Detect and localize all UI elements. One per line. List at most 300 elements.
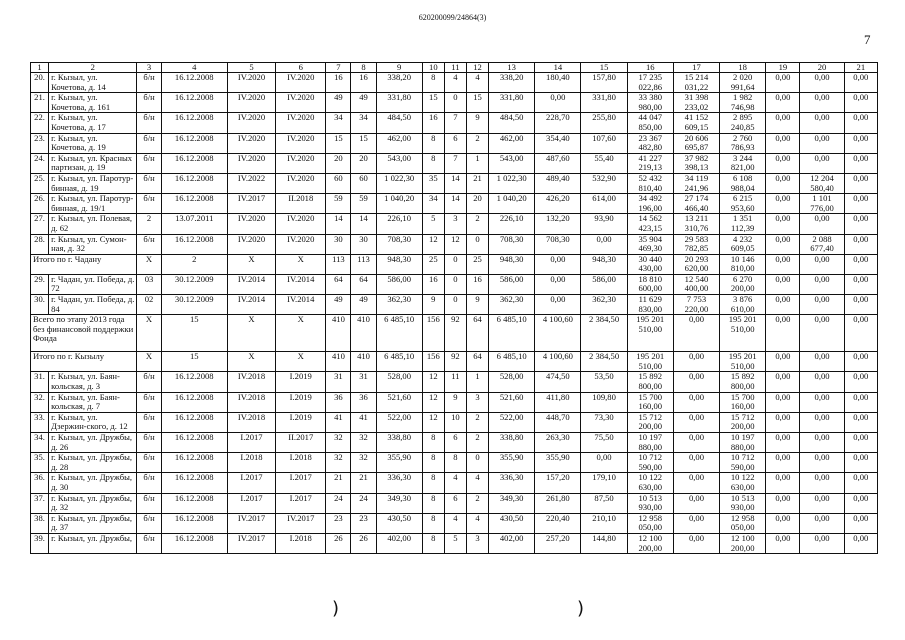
- table-cell: 27.: [31, 214, 49, 234]
- table-cell: IV.2017: [227, 533, 275, 553]
- table-cell: б/н: [137, 73, 161, 93]
- table-cell: 0,00: [800, 533, 844, 553]
- table-cell: 20 606 695,87: [673, 133, 719, 153]
- table-row: [31, 133, 878, 153]
- address-cell: г. Чадан, ул. Победа, д. 84: [49, 295, 137, 315]
- address-cell: г. Кызыл, ул. Дружбы,: [49, 533, 137, 553]
- table-cell: 107,60: [581, 133, 627, 153]
- table-cell: 0,00: [844, 315, 877, 352]
- table-cell: 0,00: [844, 295, 877, 315]
- table-cell: 34.: [31, 433, 49, 453]
- table-cell: 708,30: [376, 234, 422, 254]
- table-cell: б/н: [137, 513, 161, 533]
- table-row: [31, 412, 878, 432]
- table-cell: 0,00: [673, 412, 719, 432]
- table-cell: 484,50: [489, 113, 535, 133]
- column-number: 4: [161, 63, 227, 73]
- table-cell: 0,00: [581, 453, 627, 473]
- table-cell: 34 492 196,00: [627, 194, 673, 214]
- table-cell: 489,40: [535, 173, 581, 193]
- table-cell: 0,00: [844, 73, 877, 93]
- table-cell: 263,30: [535, 433, 581, 453]
- table-cell: 4: [466, 73, 488, 93]
- table-cell: 331,80: [376, 93, 422, 113]
- table-cell: 31: [326, 372, 351, 392]
- table-cell: 0,00: [581, 234, 627, 254]
- table-cell: 1: [466, 372, 488, 392]
- table-row: [31, 274, 878, 294]
- address-cell: г. Кызыл, ул. Полевая, д. 62: [49, 214, 137, 234]
- table-cell: 10 712 590,00: [720, 453, 766, 473]
- table-cell: б/н: [137, 473, 161, 493]
- table-cell: 44 047 850,00: [627, 113, 673, 133]
- table-cell: 20: [326, 153, 351, 173]
- column-number: 8: [351, 63, 376, 73]
- table-cell: 21.: [31, 93, 49, 113]
- table-cell: 12 204 580,40: [800, 173, 844, 193]
- table-cell: 0,00: [673, 513, 719, 533]
- table-cell: 16.12.2008: [161, 133, 227, 153]
- table-cell: 29 583 782,85: [673, 234, 719, 254]
- table-cell: 34: [422, 194, 444, 214]
- table-cell: 37 982 398,13: [673, 153, 719, 173]
- address-cell: г. Кызыл, ул. Красных партизан, д. 19: [49, 153, 137, 173]
- table-cell: X: [227, 352, 275, 372]
- address-cell: г. Кызыл, ул. Баян-кольская, д. 7: [49, 392, 137, 412]
- table-cell: 12 100 200,00: [720, 533, 766, 553]
- table-cell: 3: [466, 533, 488, 553]
- table-cell: 87,50: [581, 493, 627, 513]
- table-cell: 32: [326, 453, 351, 473]
- table-cell: 32: [351, 453, 376, 473]
- table-cell: 0,00: [844, 392, 877, 412]
- table-cell: 15 712 200,00: [627, 412, 673, 432]
- table-cell: II.2017: [276, 433, 326, 453]
- table-cell: 15: [466, 93, 488, 113]
- table-cell: 13 211 310,76: [673, 214, 719, 234]
- table-cell: 15 892 800,00: [627, 372, 673, 392]
- column-number: 13: [489, 63, 535, 73]
- table-cell: 948,30: [376, 254, 422, 274]
- table-cell: 12: [422, 392, 444, 412]
- table-cell: 64: [466, 352, 488, 372]
- table-cell: 0,00: [800, 392, 844, 412]
- table-cell: 474,50: [535, 372, 581, 392]
- table-cell: б/н: [137, 153, 161, 173]
- table-cell: 49: [326, 93, 351, 113]
- table-cell: 15: [351, 133, 376, 153]
- table-cell: б/н: [137, 194, 161, 214]
- table-cell: 0,00: [766, 352, 800, 372]
- register-table: [30, 62, 878, 554]
- table-cell: 2: [466, 493, 488, 513]
- table-cell: 2 384,50: [581, 352, 627, 372]
- table-cell: IV.2020: [276, 153, 326, 173]
- table-cell: 0: [444, 254, 466, 274]
- column-number: 2: [49, 63, 137, 73]
- table-cell: IV.2014: [276, 274, 326, 294]
- table-cell: 25: [422, 254, 444, 274]
- table-cell: 5: [422, 214, 444, 234]
- table-cell: 9: [466, 295, 488, 315]
- table-cell: 60: [351, 173, 376, 193]
- table-cell: 3 244 821,00: [720, 153, 766, 173]
- table-cell: 0,00: [673, 473, 719, 493]
- table-cell: IV.2017: [276, 513, 326, 533]
- table-cell: 0,00: [844, 473, 877, 493]
- page-number: 7: [864, 32, 871, 47]
- table-cell: I.2018: [227, 453, 275, 473]
- table-cell: 109,80: [581, 392, 627, 412]
- table-cell: 0,00: [844, 352, 877, 372]
- table-cell: б/н: [137, 133, 161, 153]
- table-cell: 336,30: [376, 473, 422, 493]
- address-cell: г. Кызыл, ул. Кочетова, д. 17: [49, 113, 137, 133]
- table-row: [31, 194, 878, 214]
- table-cell: 75,50: [581, 433, 627, 453]
- subtotal-label: Итого по г. Чадану: [31, 254, 137, 274]
- table-cell: 30: [351, 234, 376, 254]
- table-row: [31, 173, 878, 193]
- table-cell: IV.2020: [276, 113, 326, 133]
- table-cell: 1 982 746,98: [720, 93, 766, 113]
- table-cell: 23 367 482,80: [627, 133, 673, 153]
- table-cell: 35: [422, 173, 444, 193]
- table-cell: 16.12.2008: [161, 412, 227, 432]
- table-cell: 0,00: [673, 533, 719, 553]
- table-cell: 0,00: [673, 433, 719, 453]
- table-cell: 0,00: [800, 372, 844, 392]
- table-cell: 1 351 112,39: [720, 214, 766, 234]
- table-cell: 14: [444, 194, 466, 214]
- table-cell: 0,00: [800, 214, 844, 234]
- table-cell: 0,00: [844, 254, 877, 274]
- table-cell: 0,00: [766, 73, 800, 93]
- table-cell: 16: [351, 73, 376, 93]
- table-cell: 0,00: [800, 73, 844, 93]
- table-cell: 16.12.2008: [161, 433, 227, 453]
- table-cell: 9: [422, 295, 444, 315]
- table-row: [31, 453, 878, 473]
- handwritten-mark: ): [577, 598, 585, 619]
- table-cell: б/н: [137, 493, 161, 513]
- table-cell: IV.2020: [276, 234, 326, 254]
- table-cell: 30.12.2009: [161, 274, 227, 294]
- table-cell: 15 700 160,00: [720, 392, 766, 412]
- table-cell: 0,00: [535, 274, 581, 294]
- table-cell: 25.: [31, 173, 49, 193]
- table-row: [31, 473, 878, 493]
- table-cell: 0,00: [800, 274, 844, 294]
- column-number: 12: [466, 63, 488, 73]
- table-cell: 4: [444, 513, 466, 533]
- table-cell: 4: [466, 473, 488, 493]
- table-cell: 179,10: [581, 473, 627, 493]
- table-cell: 261,80: [535, 493, 581, 513]
- table-cell: 8: [444, 453, 466, 473]
- table-cell: 16.12.2008: [161, 173, 227, 193]
- table-cell: 5: [444, 533, 466, 553]
- table-cell: 28.: [31, 234, 49, 254]
- table-cell: 362,30: [489, 295, 535, 315]
- table-cell: 0,00: [800, 153, 844, 173]
- table-cell: IV.2020: [276, 73, 326, 93]
- table-cell: 157,80: [581, 73, 627, 93]
- column-number: 20: [800, 63, 844, 73]
- table-cell: 220,40: [535, 513, 581, 533]
- table-cell: 0,00: [766, 392, 800, 412]
- table-cell: 4 232 609,05: [720, 234, 766, 254]
- table-cell: 0,00: [766, 315, 800, 352]
- table-cell: 7: [444, 153, 466, 173]
- table-cell: 20: [466, 194, 488, 214]
- table-cell: 2 895 240,85: [720, 113, 766, 133]
- table-cell: 24: [351, 493, 376, 513]
- table-cell: 30.: [31, 295, 49, 315]
- table-cell: 1 040,20: [376, 194, 422, 214]
- table-cell: 16.12.2008: [161, 153, 227, 173]
- table-cell: 6 485,10: [489, 315, 535, 352]
- table-cell: 402,00: [376, 533, 422, 553]
- table-cell: 10 122 630,00: [720, 473, 766, 493]
- table-cell: 9: [466, 113, 488, 133]
- table-cell: 34: [351, 113, 376, 133]
- table-cell: 64: [351, 274, 376, 294]
- table-cell: 0,00: [766, 533, 800, 553]
- table-cell: 948,30: [581, 254, 627, 274]
- table-cell: 0,00: [673, 372, 719, 392]
- table-cell: 92: [444, 315, 466, 352]
- table-cell: I.2017: [227, 433, 275, 453]
- table-cell: б/н: [137, 533, 161, 553]
- table-cell: IV.2020: [227, 93, 275, 113]
- table-cell: 0,00: [844, 153, 877, 173]
- table-cell: 15: [161, 315, 227, 352]
- table-cell: б/н: [137, 372, 161, 392]
- table-cell: 2: [466, 214, 488, 234]
- table-cell: IV.2020: [227, 234, 275, 254]
- table-cell: 336,30: [489, 473, 535, 493]
- table-cell: 0,00: [800, 513, 844, 533]
- table-cell: 195 201 510,00: [720, 352, 766, 372]
- table-cell: 0,00: [766, 295, 800, 315]
- table-cell: 255,80: [581, 113, 627, 133]
- column-number: 10: [422, 63, 444, 73]
- table-cell: 708,30: [489, 234, 535, 254]
- address-cell: г. Кызыл, ул. Паротур-бинная, д. 19/1: [49, 194, 137, 214]
- table-cell: IV.2020: [276, 93, 326, 113]
- table-cell: 33.: [31, 412, 49, 432]
- table-cell: 410: [351, 315, 376, 352]
- table-cell: 34: [326, 113, 351, 133]
- table-cell: IV.2020: [227, 113, 275, 133]
- table-cell: 15: [161, 352, 227, 372]
- table-cell: 402,00: [489, 533, 535, 553]
- table-cell: 8: [422, 133, 444, 153]
- table-cell: 15 892 800,00: [720, 372, 766, 392]
- table-cell: X: [276, 315, 326, 352]
- table-cell: 448,70: [535, 412, 581, 432]
- table-row: [31, 93, 878, 113]
- table-cell: 36: [326, 392, 351, 412]
- table-cell: 2: [466, 133, 488, 153]
- address-cell: г. Кызыл, ул. Кочетова, д. 19: [49, 133, 137, 153]
- table-cell: 2 088 677,40: [800, 234, 844, 254]
- table-cell: 8: [422, 433, 444, 453]
- table-cell: 53,50: [581, 372, 627, 392]
- table-cell: 49: [351, 295, 376, 315]
- table-cell: 0: [444, 93, 466, 113]
- table-cell: 0,00: [844, 433, 877, 453]
- table-cell: 31.: [31, 372, 49, 392]
- table-cell: 73,30: [581, 412, 627, 432]
- table-cell: 6 485,10: [489, 352, 535, 372]
- table-cell: 331,80: [489, 93, 535, 113]
- table-cell: 17 235 022,86: [627, 73, 673, 93]
- address-cell: г. Кызыл, ул. Дружбы, д. 30: [49, 473, 137, 493]
- table-cell: 528,00: [489, 372, 535, 392]
- table-cell: 20 293 620,00: [673, 254, 719, 274]
- table-cell: 35.: [31, 453, 49, 473]
- subtotal-row: [31, 315, 878, 352]
- table-row: [31, 214, 878, 234]
- table-cell: 14: [326, 214, 351, 234]
- table-cell: I.2019: [276, 392, 326, 412]
- table-cell: 15 700 160,00: [627, 392, 673, 412]
- table-cell: 156: [422, 352, 444, 372]
- table-cell: 92: [444, 352, 466, 372]
- address-cell: г. Кызыл, ул. Дружбы, д. 28: [49, 453, 137, 473]
- table-cell: 257,20: [535, 533, 581, 553]
- table-cell: IV.2017: [227, 513, 275, 533]
- table-cell: 8: [422, 533, 444, 553]
- table-cell: 0,00: [766, 173, 800, 193]
- table-cell: 64: [326, 274, 351, 294]
- table-cell: 21: [466, 173, 488, 193]
- table-cell: X: [227, 254, 275, 274]
- table-cell: 8: [422, 453, 444, 473]
- table-cell: 32.: [31, 392, 49, 412]
- table-cell: 15 214 031,22: [673, 73, 719, 93]
- table-cell: I.2017: [276, 473, 326, 493]
- table-cell: 0,00: [766, 113, 800, 133]
- column-number: 17: [673, 63, 719, 73]
- table-cell: 0,00: [844, 493, 877, 513]
- table-cell: 21: [351, 473, 376, 493]
- table-cell: I.2019: [276, 372, 326, 392]
- table-cell: 113: [326, 254, 351, 274]
- table-cell: 0,00: [535, 295, 581, 315]
- table-cell: IV.2020: [276, 214, 326, 234]
- table-cell: 52 432 810,40: [627, 173, 673, 193]
- table-cell: 338,80: [489, 433, 535, 453]
- table-cell: 462,00: [489, 133, 535, 153]
- table-cell: 144,80: [581, 533, 627, 553]
- table-cell: 586,00: [489, 274, 535, 294]
- table-cell: 49: [351, 93, 376, 113]
- table-cell: 14: [351, 214, 376, 234]
- address-cell: г. Кызыл, ул. Сумон-ная, д. 32: [49, 234, 137, 254]
- table-cell: 35 904 469,30: [627, 234, 673, 254]
- table-cell: 586,00: [376, 274, 422, 294]
- table-cell: 64: [466, 315, 488, 352]
- table-cell: 522,00: [376, 412, 422, 432]
- table-cell: II.2018: [276, 194, 326, 214]
- table-cell: 586,00: [581, 274, 627, 294]
- table-cell: 157,20: [535, 473, 581, 493]
- address-cell: г. Кызыл, ул. Дзержин-ского, д. 12: [49, 412, 137, 432]
- table-cell: 6 108 988,04: [720, 173, 766, 193]
- table-cell: IV.2014: [276, 295, 326, 315]
- table-cell: 16.12.2008: [161, 453, 227, 473]
- table-cell: 12 100 200,00: [627, 533, 673, 553]
- table-cell: 355,90: [489, 453, 535, 473]
- table-cell: 0,00: [844, 372, 877, 392]
- table-cell: 210,10: [581, 513, 627, 533]
- column-number: 5: [227, 63, 275, 73]
- subtotal-label: Итого по г. Кызылу: [31, 352, 137, 372]
- table-cell: 528,00: [376, 372, 422, 392]
- table-cell: 0,00: [766, 473, 800, 493]
- table-cell: 16: [422, 274, 444, 294]
- table-cell: 3: [466, 392, 488, 412]
- table-cell: 0,00: [844, 133, 877, 153]
- table-cell: 23.: [31, 133, 49, 153]
- table-cell: 349,30: [376, 493, 422, 513]
- table-cell: 10 513 930,00: [720, 493, 766, 513]
- table-cell: 4: [466, 513, 488, 533]
- table-cell: 0,00: [766, 133, 800, 153]
- table-cell: 16.12.2008: [161, 473, 227, 493]
- table-cell: б/н: [137, 433, 161, 453]
- table-cell: 4: [444, 73, 466, 93]
- subtotal-row: [31, 352, 878, 372]
- table-cell: IV.2018: [227, 372, 275, 392]
- table-cell: б/н: [137, 93, 161, 113]
- address-cell: г. Кызыл, ул. Кочетова, д. 14: [49, 73, 137, 93]
- address-cell: г. Кызыл, ул. Баян-кольская, д. 3: [49, 372, 137, 392]
- table-cell: 33 380 980,00: [627, 93, 673, 113]
- table-cell: 2 760 786,93: [720, 133, 766, 153]
- table-cell: 614,00: [581, 194, 627, 214]
- table-cell: 12 958 050,00: [720, 513, 766, 533]
- table-cell: 16.12.2008: [161, 392, 227, 412]
- table-cell: 226,10: [376, 214, 422, 234]
- table-cell: 522,00: [489, 412, 535, 432]
- table-cell: 10 146 810,00: [720, 254, 766, 274]
- handwritten-mark: ): [332, 598, 340, 619]
- table-row: [31, 113, 878, 133]
- table-cell: 8: [422, 493, 444, 513]
- table-cell: 0,00: [844, 513, 877, 533]
- table-cell: IV.2022: [227, 173, 275, 193]
- column-number: 6: [276, 63, 326, 73]
- column-number: 19: [766, 63, 800, 73]
- table-cell: 15 712 200,00: [720, 412, 766, 432]
- table-cell: 10 197 880,00: [627, 433, 673, 453]
- table-cell: 410: [326, 315, 351, 352]
- table-cell: X: [137, 315, 161, 352]
- table-cell: 0: [466, 234, 488, 254]
- table-cell: IV.2014: [227, 295, 275, 315]
- table-cell: 331,80: [581, 93, 627, 113]
- table-cell: 31 398 233,02: [673, 93, 719, 113]
- table-cell: 0,00: [844, 173, 877, 193]
- table-cell: 0,00: [535, 93, 581, 113]
- table-cell: б/н: [137, 453, 161, 473]
- table-cell: 0: [444, 274, 466, 294]
- table-cell: 0,00: [766, 433, 800, 453]
